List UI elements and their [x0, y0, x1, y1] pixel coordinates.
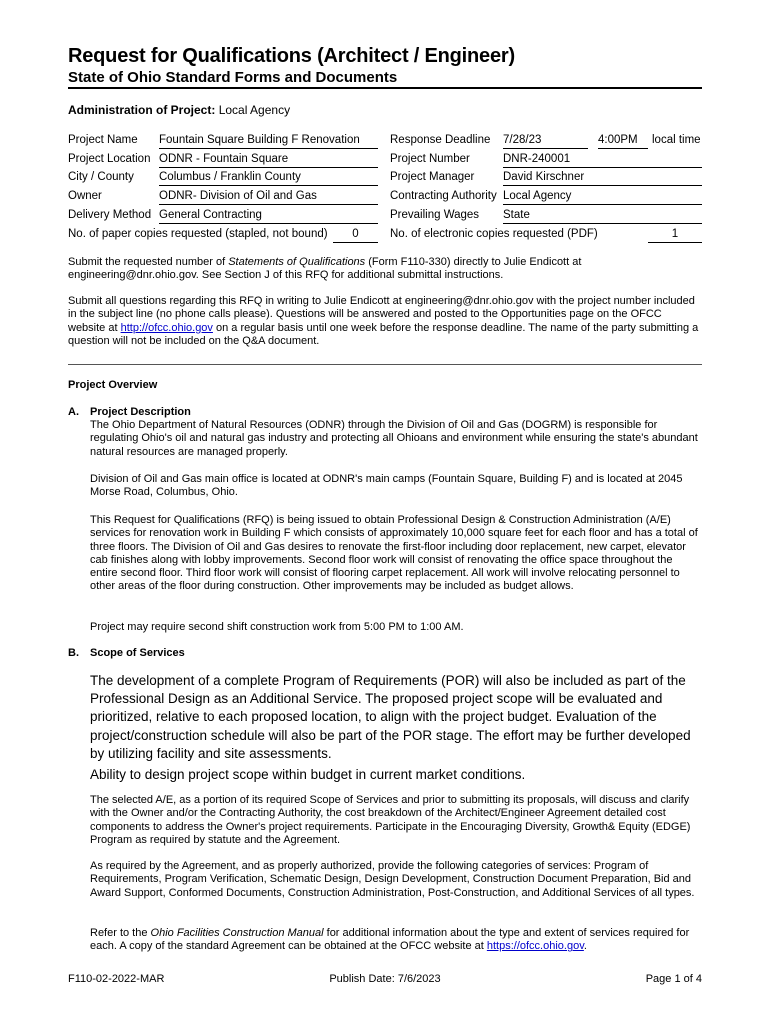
project-number-label: Project Number: [390, 153, 470, 165]
section-b-budget-paragraph: Ability to design project scope within budget in current market conditions.: [90, 767, 526, 782]
prevailing-wages-field[interactable]: State: [503, 208, 702, 224]
paper-copies-field[interactable]: 0: [333, 227, 378, 243]
questions-text-a: Submit all questions regarding this RFQ in writing to Julie Endicott at engineering@dnr.ohio.gov with the project number included in the subject line (no phone calls please). Questions will be answered and posted to the Opportunities page on the OFCC website at: [68, 295, 695, 334]
section-a-paragraph-2: Division of Oil and Gas main office is located at ODNR's main camps (Fountain Square, Building F) and is located at 2045 Morse Road, Columbus, Ohio.: [90, 473, 683, 499]
section-b-paragraph-1: The selected A/E, as a portion of its required Scope of Services and prior to submitting its proposals, will discuss and clarify with the Owner and/or the Contracting Authority, the cost breakdown of the Architect/Engineer Agreement detailed cost components to address the Owner's project requirements. Participate in the Encouraging Diversity, Growth& Equity (EDGE) Program as required by statute and the Agreement.: [90, 794, 691, 846]
refer-text-c: .: [583, 940, 587, 953]
response-date-field[interactable]: 7/28/23: [503, 133, 588, 149]
refer-text-italic: Ohio Facilities Construction Manual: [150, 927, 324, 939]
local-time-label: local time: [652, 134, 701, 146]
submittal-text-italic: Statements of Qualifications: [228, 256, 366, 268]
administration-line: [68, 103, 290, 117]
response-deadline-label: Response Deadline: [390, 134, 491, 146]
response-time-field[interactable]: 4:00PM: [598, 133, 648, 149]
submittal-text-b: (Form F110-330) directly to Julie Endicott at engineering@dnr.ohio.gov. See Section J of this RFQ for additional submittal instructions.: [68, 256, 582, 282]
administration-value: Local Agency: [218, 103, 291, 117]
project-manager-label: Project Manager: [390, 171, 475, 183]
project-overview-heading: Project Overview: [68, 379, 158, 391]
contracting-authority-label: Contracting Authority: [390, 190, 497, 202]
section-a-paragraph-4: Project may require second shift construction work from 5:00 PM to 1:00 AM.: [90, 621, 464, 633]
section-b-paragraph-2: As required by the Agreement, and as properly authorized, provide the following categories of services: Program of Requirements, Program Verification, Schematic Design, Design Development, Construction Document Preparation, Bid and Award Support, Conformed Documents, Construction Administration, Post-Construction, and Additional Services of all types.: [90, 860, 695, 899]
project-manager-field[interactable]: David Kirschner: [503, 170, 702, 186]
project-name-field[interactable]: Fountain Square Building F Renovation: [159, 133, 378, 149]
owner-field[interactable]: ODNR- Division of Oil and Gas: [159, 189, 378, 205]
footer-publish-date: Publish Date: 7/6/2023: [329, 973, 441, 985]
title-rule: [68, 87, 702, 89]
delivery-method-field[interactable]: General Contracting: [159, 208, 378, 224]
section-a-letter: A.: [68, 406, 79, 418]
refer-text-b: for additional information about the type and extent of services required for each. A copy of the standard Agreement can be obtained at the OFCC website at: [90, 927, 690, 953]
footer-form-id: F110-02-2022-MAR: [68, 973, 165, 985]
prevailing-wages-label: Prevailing Wages: [390, 209, 480, 221]
submittal-text-a: Submit the requested number of: [68, 256, 229, 268]
city-county-field[interactable]: Columbus / Franklin County: [159, 170, 378, 186]
section-divider: [68, 364, 702, 365]
section-a-paragraph-1: The Ohio Department of Natural Resources (ODNR) through the Division of Oil and Gas (DOGRM) is responsible for regulating Ohio's oil and natural gas industry and protecting all Ohioans and environment while ensuring the state's abundant natural resources are managed properly.: [90, 419, 698, 458]
ofcc-website-link[interactable]: http://ofcc.ohio.gov: [120, 321, 213, 334]
owner-label: Owner: [68, 190, 102, 202]
project-name-label: Project Name: [68, 134, 138, 146]
document-page: [68, 0, 702, 1024]
section-b-paragraph-3: [90, 927, 702, 954]
page-title: Request for Qualifications (Architect / Engineer): [68, 45, 515, 67]
paper-copies-label: No. of paper copies requested (stapled, not bound): [68, 228, 328, 240]
footer-page-number: Page 1 of 4: [645, 973, 702, 985]
submittal-instructions: [68, 256, 702, 283]
electronic-copies-field[interactable]: 1: [648, 227, 702, 243]
electronic-copies-label: No. of electronic copies requested (PDF): [390, 228, 598, 240]
contracting-authority-field[interactable]: Local Agency: [503, 189, 702, 205]
section-b-por-paragraph: The development of a complete Program of Requirements (POR) will also be included as part of the Professional Design as an Additional Service. The proposed project scope will be evaluated and prioritized, relative to each proposed location, to align with the project budget. Evaluation of the project/construction schedule will also be part of the POR stage. The effort may be further developed by utilizing facility and site assessments.: [90, 673, 691, 761]
delivery-method-label: Delivery Method: [68, 209, 152, 221]
section-a-paragraph-3: This Request for Qualifications (RFQ) is being issued to obtain Professional Design & Construction Administration (A/E) services for renovation work in Building F which consists of approximately 10,000 square feet for each floor and has a total of three floors. The Division of Oil and Gas desires to renovate the first-floor including door replacement, new carpet, elevator cab finishes along with lobby improvements. Second floor work will consist of renovating the office space throughout the entire second floor. Third floor work will consist of flooring carpet replacement. All work will involve relocating personnel to other areas of the floor during construction. Other improvements may be included as budget allows.: [90, 514, 698, 593]
project-location-label: Project Location: [68, 153, 151, 165]
section-a-title: Project Description: [90, 406, 191, 418]
city-county-label: City / County: [68, 171, 134, 183]
questions-text-b: on a regular basis until one week before the response deadline. The name of the party submitting a question will not be included on the Q&A document.: [68, 321, 699, 347]
refer-text-a: Refer to the: [90, 927, 151, 939]
section-b-letter: B.: [68, 647, 79, 659]
project-location-field[interactable]: ODNR - Fountain Square: [159, 152, 378, 168]
section-b-title: Scope of Services: [90, 647, 185, 659]
administration-label: Administration of Project:: [68, 103, 216, 117]
questions-instructions: [68, 295, 702, 348]
page-subtitle: State of Ohio Standard Forms and Documents: [68, 69, 398, 86]
ofcc-agreement-link[interactable]: https://ofcc.ohio.gov: [486, 940, 584, 953]
project-number-field[interactable]: DNR-240001: [503, 152, 702, 168]
